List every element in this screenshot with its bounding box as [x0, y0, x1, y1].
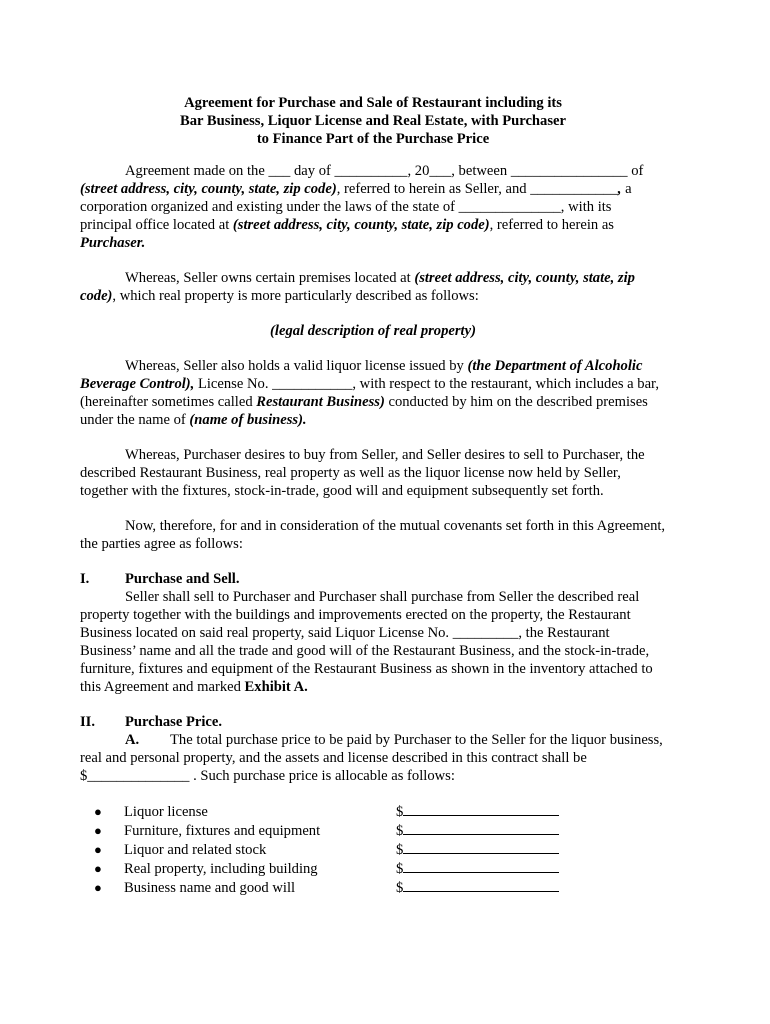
intro-purchaser: Purchaser. [80, 235, 146, 251]
whereas-desire-paragraph: Whereas, Purchaser desires to buy from Seller, and Seller desires to sell to Purchaser, the described Restaurant Business, real property as well as the liquor license now held by Seller, together with the fixtures, stock-in-trade, good will and equipment subsequently set forth. [80, 447, 645, 499]
section-2-sub-label: A. [125, 732, 140, 748]
whereas-license-paragraph [80, 357, 666, 429]
allocation-label: Liquor license [124, 804, 208, 820]
whereas2-text-1: Whereas, Seller also holds a valid liquor license issued by [125, 358, 468, 374]
intro-purchaser-address: (street address, city, county, state, zip code) [232, 217, 490, 233]
allocation-amount[interactable] [396, 840, 559, 859]
currency-symbol: $ [396, 804, 404, 820]
section-1-text: Seller shall sell to Purchaser and Purchaser shall purchase from Seller the described real property together with the buildings and improvements erected on the property, the Restaurant Business located on said real property, said Liquor License No. _________, the Restaurant Business’ name and all the trade and good will of the Restaurant Business, and the stock-in-trade, furniture, fixtures and equipment of the Restaurant Business as shown in the inventory attached to this Agreement and marked [80, 589, 653, 695]
now-therefore-paragraph: Now, therefore, for and in consideration of the mutual covenants set forth in this Agreement, the parties agree as follows: [80, 518, 666, 552]
list-item [94, 821, 666, 840]
bullet-icon: ● [94, 823, 102, 838]
intro-text-3: a corporation organized and existing under the laws of the state of ______________, with its principal office located at [80, 181, 632, 233]
title-line-3: to Finance Part of the Purchase Price [256, 131, 490, 147]
allocation-amount[interactable] [396, 859, 559, 878]
currency-symbol: $ [396, 823, 404, 839]
section-2-body [80, 731, 666, 785]
bullet-icon: ● [94, 804, 102, 819]
intro-comma: , [617, 181, 622, 197]
currency-symbol: $ [396, 880, 404, 896]
amount-blank[interactable] [403, 840, 559, 854]
intro-text-2: , referred to herein as Seller, and ____________ [336, 181, 618, 197]
section-2-title: Purchase Price. [125, 714, 222, 730]
whereas2-department: (the Department of Alcoholic Beverage Control), [80, 358, 643, 392]
section-1-number: I. [80, 571, 90, 587]
list-item [94, 802, 666, 821]
whereas1-text-2: , which real property is more particularly described as follows: [112, 288, 479, 304]
amount-blank[interactable] [403, 878, 559, 892]
bullet-icon: ● [94, 880, 102, 895]
whereas-premises-paragraph [80, 269, 666, 305]
whereas1-text-1: Whereas, Seller owns certain premises located at [125, 270, 415, 286]
allocation-list [94, 802, 666, 897]
currency-symbol: $ [396, 861, 404, 877]
title-line-1: Agreement for Purchase and Sale of Restaurant including its [184, 95, 562, 111]
intro-text-4: , referred to herein as [489, 217, 614, 233]
currency-symbol: $ [396, 842, 404, 858]
section-1-paragraph [80, 588, 666, 696]
legal-description-placeholder: (legal description of real property) [270, 323, 476, 339]
section-2-text: The total purchase price to be paid by Purchaser to the Seller for the liquor business, real and personal property, and the assets and license described in this contract shall be $______________ . Such purchase price is allocable as follows: [80, 732, 663, 784]
allocation-label: Furniture, fixtures and equipment [124, 823, 321, 839]
allocation-amount[interactable] [396, 821, 559, 840]
allocation-label: Business name and good will [124, 880, 296, 896]
title-line-2: Bar Business, Liquor License and Real Estate, with Purchaser [180, 113, 566, 129]
intro-seller-address: (street address, city, county, state, zip code) [80, 181, 337, 197]
bullet-icon: ● [94, 842, 102, 857]
list-item [94, 878, 666, 897]
section-2-paragraph-a [80, 731, 666, 785]
section-1-title: Purchase and Sell. [125, 571, 240, 587]
intro-text-1: Agreement made on the ___ day of __________, 20___, between ________________ of [125, 163, 644, 179]
section-2-number: II. [80, 714, 96, 730]
list-item [94, 859, 666, 878]
whereas2-text-3: conducted by him on the described premises under the name of [80, 394, 648, 428]
whereas2-business-name: (name of business). [189, 412, 307, 428]
allocation-amount[interactable] [396, 802, 559, 821]
document-title [80, 94, 666, 148]
allocation-label: Liquor and related stock [124, 842, 267, 858]
amount-blank[interactable] [403, 821, 559, 835]
section-1-exhibit: Exhibit A. [244, 679, 308, 695]
whereas2-restaurant-business: Restaurant Business) [256, 394, 385, 410]
allocation-label: Real property, including building [124, 861, 318, 877]
amount-blank[interactable] [403, 859, 559, 873]
bullet-icon: ● [94, 861, 102, 876]
whereas2-text-2: License No. ___________, with respect to the restaurant, which includes a bar, (hereinafter sometimes called [80, 376, 659, 410]
intro-paragraph [80, 162, 666, 252]
whereas1-address: (street address, city, county, state, zip code) [80, 270, 635, 304]
list-item [94, 840, 666, 859]
section-1-heading [80, 570, 666, 588]
allocation-amount[interactable] [396, 878, 559, 897]
section-1-body [80, 588, 666, 696]
section-2-heading [80, 713, 666, 731]
amount-blank[interactable] [403, 802, 559, 816]
